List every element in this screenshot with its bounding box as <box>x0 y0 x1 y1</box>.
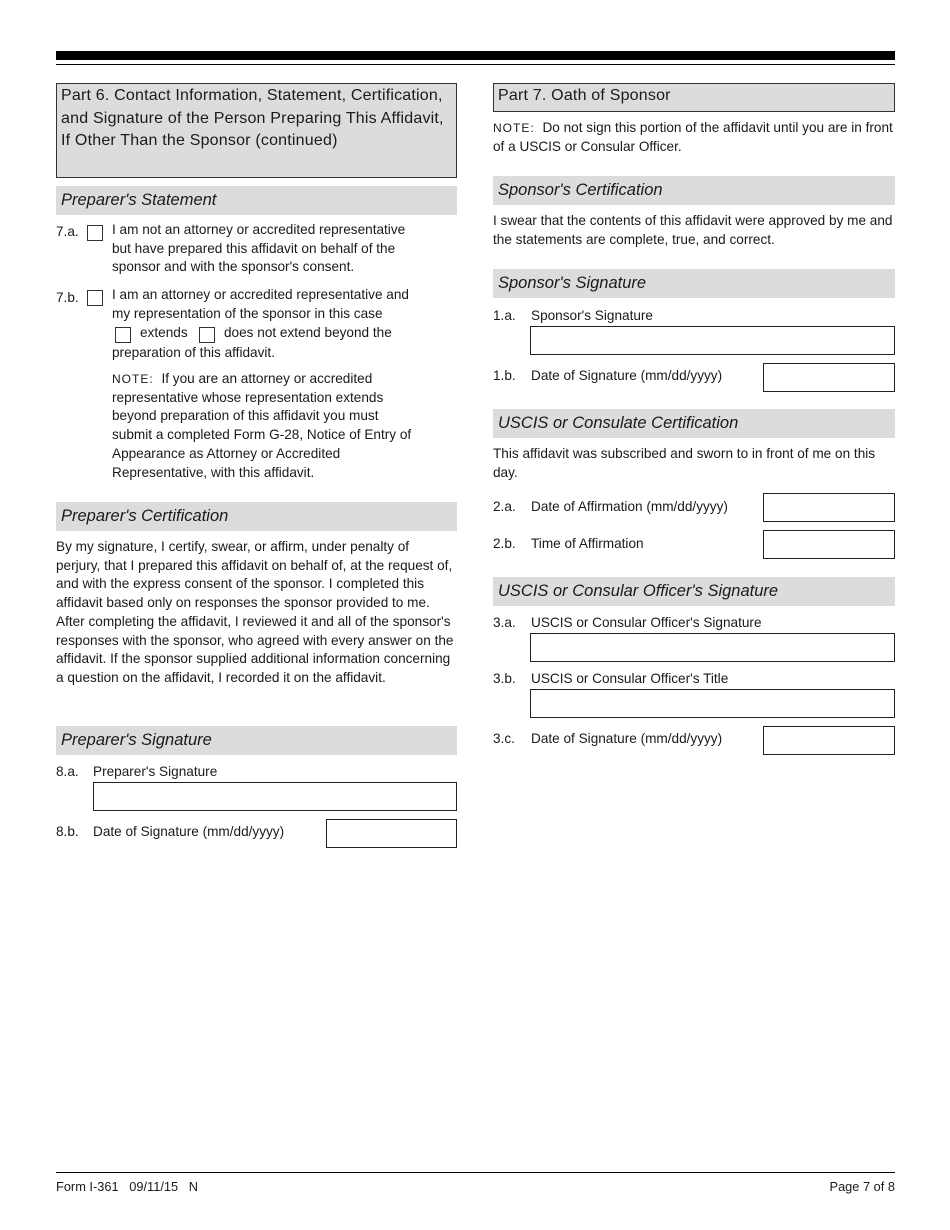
officer-title-field[interactable] <box>530 689 895 718</box>
consulate-certification-header: USCIS or Consulate Certification <box>493 409 895 438</box>
sponsors-certification-header: Sponsor's Certification <box>493 176 895 205</box>
item-3a-label: USCIS or Consular Officer's Signature <box>531 615 762 630</box>
item-7b-note <box>112 370 422 482</box>
top-rule-thin <box>56 64 895 65</box>
officer-signature-field[interactable] <box>530 633 895 662</box>
item-1a-label: Sponsor's Signature <box>531 308 653 323</box>
page-number: Page 7 of 8 <box>829 1179 895 1194</box>
preparers-certification-text: By my signature, I certify, swear, or affirm, under penalty of perjury, that I prepared this affidavit on behalf of, at the request of, and with the express consent of the sponsor. I completed this affidavit based only on responses the sponsor provided to me. After completing the affidavit, I reviewed it and all of the sponsor's responses with the sponsor, who agreed with every answer on the affidavit. If the sponsor supplied additional information concerning a question on the affidavit, I recorded it on the affidavit. <box>56 539 454 685</box>
item-7a-checkbox[interactable] <box>87 225 103 241</box>
extends-label: extends <box>140 325 188 340</box>
item-7b-text: I am an attorney or accredited representative and my representation of the sponsor in this case <box>112 287 409 321</box>
item-2a-number: 2.a. <box>493 499 516 514</box>
sponsor-signature-field[interactable] <box>530 326 895 355</box>
item-7a-number: 7.a. <box>56 224 79 239</box>
part7-header: Part 7. Oath of Sponsor <box>493 83 895 112</box>
item-8a-number: 8.a. <box>56 764 79 779</box>
note-text: If you are an attorney or accredited representative whose representation extends beyond preparation of this affidavit you must submit a completed Form G-28, Notice of Entry of Appearance as Attorney or Accredited Representative, with this affidavit. <box>112 371 412 480</box>
item-8b-number: 8.b. <box>56 824 79 839</box>
part6-header: Part 6. Contact Information, Statement, Certification, and Signature of the Person Preparing This Affidavit, If Other Than the Sponsor (continued) <box>56 83 457 178</box>
form-identifier: Form I-361 09/11/15 N <box>56 1179 199 1194</box>
does-not-extend-label: does not extend beyond the <box>224 325 392 340</box>
item-7b-tail: preparation of this affidavit. <box>112 345 275 360</box>
preparers-signature-header: Preparer's Signature <box>56 726 457 755</box>
sponsors-signature-header: Sponsor's Signature <box>493 269 895 298</box>
preparers-statement-header: Preparer's Statement <box>56 186 457 215</box>
item-7b-number: 7.b. <box>56 290 79 305</box>
item-3b-label: USCIS or Consular Officer's Title <box>531 671 729 686</box>
top-rule-thick <box>56 51 895 60</box>
note-label: NOTE: <box>493 121 535 135</box>
affirmation-date-field[interactable] <box>763 493 895 522</box>
item-1b-label: Date of Signature (mm/dd/yyyy) <box>531 368 723 383</box>
part7-note <box>493 119 895 156</box>
affirmation-time-field[interactable] <box>763 530 895 559</box>
item-2a-label: Date of Affirmation (mm/dd/yyyy) <box>531 499 728 514</box>
preparer-signature-date-field[interactable] <box>326 819 457 848</box>
item-1b-number: 1.b. <box>493 368 516 383</box>
item-3a-number: 3.a. <box>493 615 516 630</box>
item-8a-label: Preparer's Signature <box>93 764 218 779</box>
officer-signature-date-field[interactable] <box>763 726 895 755</box>
officer-signature-header: USCIS or Consular Officer's Signature <box>493 577 895 606</box>
preparers-certification-header: Preparer's Certification <box>56 502 457 531</box>
item-8b-label: Date of Signature (mm/dd/yyyy) <box>93 824 285 839</box>
sponsor-signature-date-field[interactable] <box>763 363 895 392</box>
item-7b-checkbox[interactable] <box>87 290 103 306</box>
item-3b-number: 3.b. <box>493 671 516 686</box>
extends-checkbox[interactable] <box>115 327 131 343</box>
item-7a-text: I am not an attorney or accredited representative but have prepared this affidavit on behalf of the sponsor and with the sponsor's consent. <box>112 222 406 275</box>
note-text: Do not sign this portion of the affidavit until you are in front of a USCIS or Consular Officer. <box>493 120 893 154</box>
item-3c-number: 3.c. <box>493 731 515 746</box>
item-3c-label: Date of Signature (mm/dd/yyyy) <box>531 731 723 746</box>
item-2b-label: Time of Affirmation <box>531 536 644 551</box>
consulate-certification-text: This affidavit was subscribed and sworn to in front of me on this day. <box>493 446 876 480</box>
footer-rule <box>56 1172 895 1173</box>
item-2b-number: 2.b. <box>493 536 516 551</box>
sponsors-certification-text: I swear that the contents of this affidavit were approved by me and the statements are complete, true, and correct. <box>493 213 893 247</box>
does-not-extend-checkbox[interactable] <box>199 327 215 343</box>
note-label: NOTE: <box>112 372 154 386</box>
item-1a-number: 1.a. <box>493 308 516 323</box>
preparer-signature-field[interactable] <box>93 782 457 811</box>
